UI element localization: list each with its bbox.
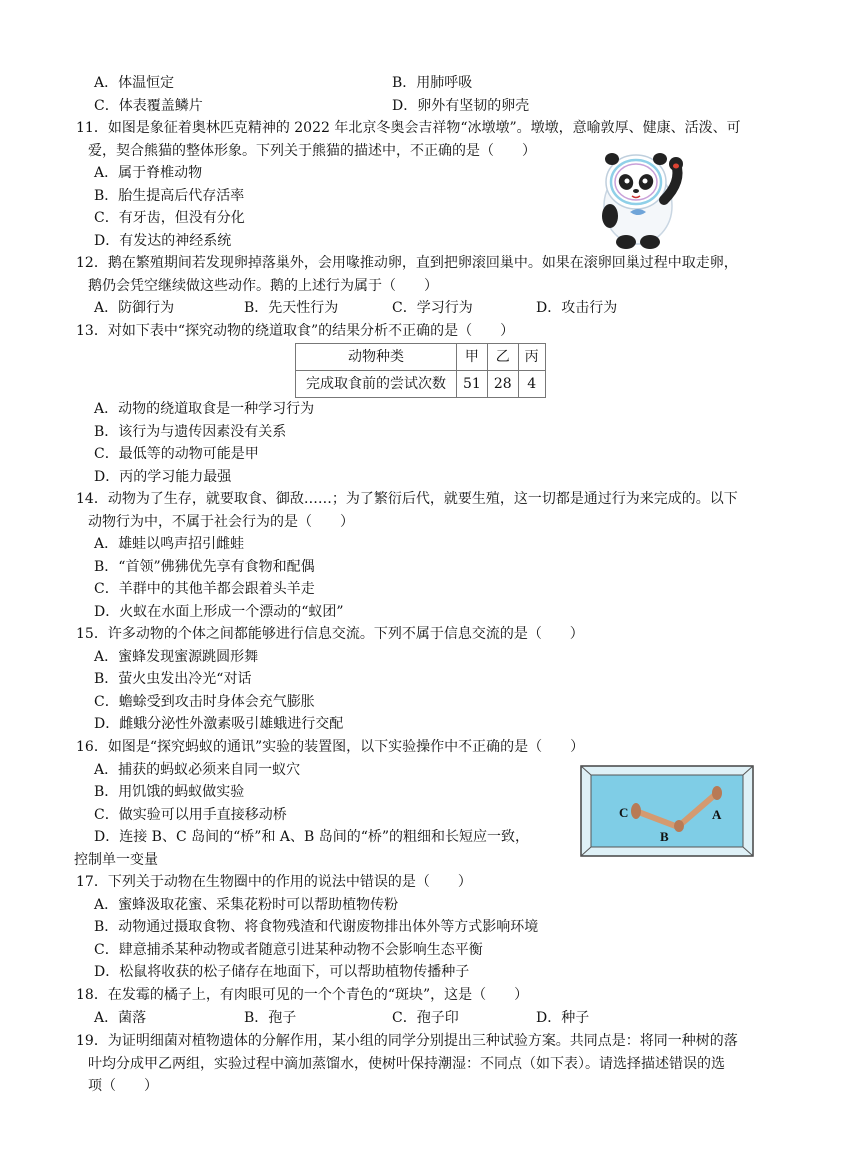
- question-15: [76, 623, 786, 736]
- q11-option-b[interactable]: B．胎生提高后代存活率: [94, 187, 245, 204]
- q19-stem-line-1: 19．为证明细菌对植物遗体的分解作用，某小组的同学分别提出三种试验方案。共同点是：将同一种树的落: [76, 1033, 738, 1049]
- q13-option-b[interactable]: B．该行为与遗传因素没有关系: [94, 423, 287, 440]
- q11-option-d[interactable]: D．有发达的神经系统: [94, 232, 232, 249]
- q14-option-c[interactable]: C．羊群中的其他羊都会跟着头羊走: [94, 581, 315, 597]
- q18-option-a[interactable]: A．菌落: [94, 1009, 147, 1026]
- q14-option-b[interactable]: B．“首领”佛狒优先享有食物和配偶: [94, 558, 315, 575]
- table-cell: 28: [487, 371, 518, 398]
- q11-option-a[interactable]: A．属于脊椎动物: [94, 165, 203, 181]
- question-14: [76, 488, 786, 623]
- island-c-label: C: [619, 805, 629, 820]
- q14-stem-line-2: 动物行为中，不属于社会行为的是（ ）: [88, 513, 354, 530]
- table-row: [296, 344, 546, 371]
- question-17: [76, 871, 786, 984]
- q16-option-d-line-1[interactable]: D．连接 B、C 岛间的“桥”和 A、B 岛间的“桥”的粗细和长短应一致，: [94, 829, 530, 845]
- q13-results-table: [295, 343, 546, 398]
- q16-stem: 16．如图是“探究蚂蚁的通讯”实验的装置图，以下实验操作中不正确的是（ ）: [76, 739, 585, 755]
- q15-stem: 15．许多动物的个体之间都能够进行信息交流。下列不属于信息交流的是（ ）: [76, 626, 584, 642]
- q12-option-d[interactable]: D．攻击行为: [536, 300, 618, 316]
- question-13-options: [76, 398, 786, 488]
- q11-stem-line-2: 爱，契合熊猫的整体形象。下列关于熊猫的描述中，不正确的是（ ）: [88, 142, 536, 159]
- q16-option-b[interactable]: B．用饥饿的蚂蚁做实验: [94, 784, 245, 800]
- q10-option-d[interactable]: D．卵外有坚韧的卵壳: [392, 97, 530, 114]
- q14-option-a[interactable]: A．雄蛙以鸣声招引雌蛙: [94, 536, 245, 552]
- ant-experiment-apparatus-image: [580, 765, 754, 857]
- question-10-options: [76, 72, 786, 117]
- q15-option-c[interactable]: C．蟾蜍受到攻击时身体会充气膨胀: [94, 693, 315, 710]
- table-cell: 甲: [457, 344, 488, 371]
- q11-option-c[interactable]: C．有牙齿，但没有分化: [94, 210, 245, 226]
- bing-dwen-dwen-mascot-image: [590, 142, 694, 250]
- q12-option-c[interactable]: C．学习行为: [392, 300, 473, 316]
- q12-option-a[interactable]: A．防御行为: [94, 300, 175, 316]
- q18-option-d[interactable]: D．种子: [536, 1009, 590, 1026]
- table-cell: 完成取食前的尝试次数: [296, 371, 457, 398]
- q19-stem-line-3: 项（ ）: [88, 1078, 158, 1094]
- q15-option-b[interactable]: B．萤火虫发出冷光“对话: [94, 671, 252, 687]
- q10-option-c[interactable]: C．体表覆盖鳞片: [94, 97, 203, 114]
- table-cell: 丙: [518, 344, 545, 371]
- table-cell: 动物种类: [296, 344, 457, 371]
- q12-stem-line-2: 鹅仍会凭空继续做这些动作。鹅的上述行为属于（ ）: [88, 277, 438, 294]
- table-cell: 4: [518, 371, 545, 398]
- q15-option-a[interactable]: A．蜜蜂发现蜜源跳圆形舞: [94, 648, 259, 665]
- q11-stem-line-1: 11．如图是象征着奥林匹克精神的 2022 年北京冬奥会吉祥物“冰墩墩”。墩墩，意喻敦厚、健康、活泼、可: [76, 120, 741, 136]
- q13-option-a[interactable]: A．动物的绕道取食是一种学习行为: [94, 401, 315, 417]
- q13-option-c[interactable]: C．最低等的动物可能是甲: [94, 446, 259, 462]
- q17-option-a[interactable]: A．蜜蜂汲取花蜜、采集花粉时可以帮助植物传粉: [94, 896, 399, 913]
- q13-option-d[interactable]: D．丙的学习能力最强: [94, 468, 232, 485]
- q16-option-a[interactable]: A．捕获的蚂蚁必须来自同一蚁穴: [94, 761, 301, 778]
- island-a-label: A: [712, 807, 722, 822]
- q14-stem-line-1: 14．动物为了生存，就要取食、御敌……；为了繁衍后代，就要生殖，这一切都是通过行为来完成的。以下: [76, 491, 738, 507]
- q17-option-d[interactable]: D．松鼠将收获的松子储存在地面下，可以帮助植物传播种子: [94, 964, 470, 980]
- q12-stem-line-1: 12．鹅在繁殖期间若发现卵掉落巢外，会用喙推动卵，直到把卵滚回巢中。如果在滚卵回巢过程中取走卵，: [76, 255, 738, 271]
- q19-stem-line-2: 叶均分成甲乙两组，实验过程中滴加蒸馏水，使树叶保持潮湿：不同点（如下表）。请选择描述错误的选: [88, 1055, 725, 1072]
- q10-option-b[interactable]: B．用肺呼吸: [392, 75, 473, 91]
- q16-option-c[interactable]: C．做实验可以用手直接移动桥: [94, 806, 287, 823]
- island-b-label: B: [660, 829, 669, 844]
- q18-option-c[interactable]: C．孢子印: [392, 1009, 459, 1026]
- q16-option-d-line-2: 控制单一变量: [74, 851, 158, 868]
- q17-option-c[interactable]: C．肆意捕杀某种动物或者随意引进某种动物不会影响生态平衡: [94, 941, 483, 958]
- table-row: [296, 371, 546, 398]
- question-13: [76, 320, 786, 343]
- q12-option-b[interactable]: B．先天性行为: [244, 300, 339, 316]
- q18-option-b[interactable]: B．孢子: [244, 1009, 297, 1026]
- table-cell: 51: [457, 371, 488, 398]
- q10-option-a[interactable]: A．体温恒定: [94, 75, 175, 91]
- q17-stem: 17．下列关于动物在生物圈中的作用的说法中错误的是（ ）: [76, 874, 472, 890]
- q14-option-d[interactable]: D．火蚁在水面上形成一个漂动的“蚁团”: [94, 603, 344, 620]
- q17-option-b[interactable]: B．动物通过摄取食物、将食物残渣和代谢废物排出体外等方式影响环境: [94, 919, 539, 935]
- q15-option-d[interactable]: D．雌蛾分泌性外激素吸引雄蛾进行交配: [94, 716, 344, 732]
- q18-stem: 18．在发霉的橘子上，有肉眼可见的一个个青色的“斑块”，这是（ ）: [76, 987, 529, 1003]
- table-cell: 乙: [487, 344, 518, 371]
- question-19: [76, 1030, 786, 1098]
- q13-stem: 13．对如下表中“探究动物的绕道取食”的结果分析不正确的是（ ）: [76, 323, 515, 339]
- question-18: [76, 984, 786, 1029]
- question-12: [76, 252, 786, 320]
